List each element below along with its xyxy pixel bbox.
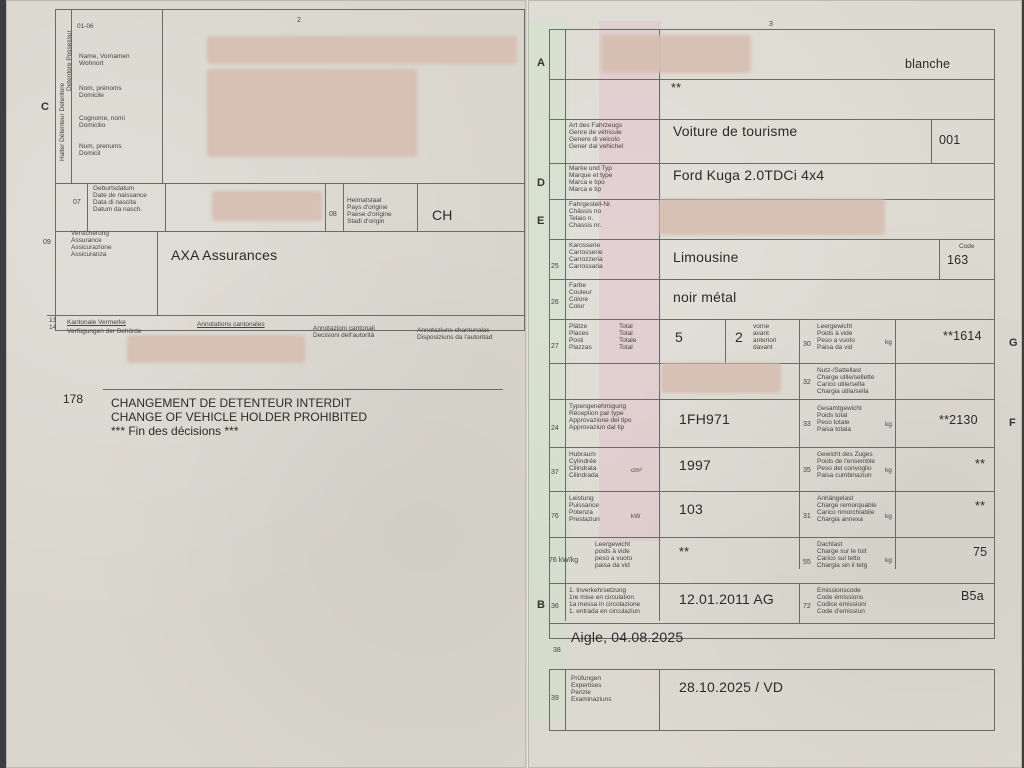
cantonal-label-fr: Annotations cantonales [197,321,265,328]
seats-front: 2 [735,329,743,345]
make-value: Ford Kuga 2.0TDCi 4x4 [673,167,825,183]
kind-code: 001 [939,133,961,147]
trailer-label: Anhängelast Charge remorquable Carico rimorchiabile Chargia annexa [817,495,877,523]
empty-weight-value: **1614 [943,329,982,343]
inspection-value: 28.10.2025 / VD [679,679,784,695]
first-reg-number: 36 [551,603,559,610]
approval-label: Typengenehmigung Réception par type Approvazione del tipo Approvaziun dal tip [569,403,632,431]
approval-value: 1FH971 [679,411,731,427]
roof-label: Dachlast Charge sur le toit Carico sul tetto Chargia sin il tetg [817,541,868,569]
color-number: 26 [551,299,559,306]
birth-number: 07 [73,199,81,206]
usage-value: ** [671,81,682,95]
first-reg-value: 12.01.2011 AG [679,591,774,607]
inspection-label: Prüfungen Expertises Perizie Examinaziuns [571,675,612,703]
total-weight-label: Gesamtgewicht Poids total Peso totale Paisa totala [817,405,862,433]
approval-number: 24 [551,425,559,432]
body-code-label: Code [959,243,975,250]
right-page: 3 A blanche ** Art des Fahrzeugs Genre de véhicule Genere di veicolo Gener dal vehichel Voiture de tourisme 001 D Marke und Typ Marque et type Marca e tipo Marca e tip Ford Kuga 2.0TDCi 4x4 E Fahrgestell-Nr. Châssis no Telaio n. Chassis nr. 25 Karosserie Carrosserie Carrozzeria Carrossaria Limousine Code 163 26 Farbe Couleur Colore Colur noir métal 27 Plätze Places Posti Plazzas Total Total Totale Total 5 2 vorne avant anteriori davant 30 Leergewicht Poids à vide Peso a vuoto Paisa da vid kg **1614 G 32 Nutz-/Sattellast Charge utile/sellette Carico utile/sella Chargia utila/sella 24 Typengenehmigung Réception par type Approvazione del tipo Approvaziun dal tip 1FH971 33 Gesamtgewicht Poids total Peso totale Paisa totala kg **2130 F 37 Hubraum Cylindrée Cilindrata Cilindrada cm³ 1997 35 Gewicht des Zuges Poids de l'ensemble Peso del convoglio Paisa cumbinaziun kg ** 76 Leistung Puissance Potenza Prestaziun kW 103 31 Anhängelast Charge remorquable Carico rimorchiabile Chargia annexa kg ** 76 kW/kg Leergewicht poids à vide peso a vuoto paisa da vid ** 55 Dachlast Charge sur le toit Carico sul tetto Chargia sin il tetg kg 75 B 36 1. Inverkehrsetzung 1re mise en circulation 1a messa in circolazione 1. entrada en circulaziun 12.01.2011 AG 72 Emissionscode Code émissions Codice emissioni Code d'emissiun B5a 38 Aigle, 04.08.2025 39 Prüfungen Expertises Perizie Examinaziuns 28.10.2025 / VD [528,0,1022,768]
body-value: Limousine [673,249,739,265]
cantonal-label-de-2: Verfügungen der Behörde [67,328,142,335]
trailer-value: ** [975,499,986,513]
cantonal-label-de: Kantonale Vermerke [67,319,126,326]
place-date-number: 38 [553,647,561,654]
redacted-birthdate [212,191,322,221]
seats-number: 27 [551,343,559,350]
letter-g: G [1009,337,1018,349]
place-date-value: Aigle, 04.08.2025 [571,629,684,645]
letter-f: F [1009,417,1016,429]
cylinder-number: 37 [551,469,559,476]
train-number: 35 [803,467,811,474]
color-label: Farbe Couleur Colore Colur [569,282,592,310]
vehicle-registration-document [6,0,1022,768]
holder-vertical-label-2: Detentore Possessur [66,30,73,91]
total-weight-value: **2130 [939,413,978,427]
emission-number: 72 [803,603,811,610]
seats-front-label: vorne avant anteriori davant [753,323,777,351]
decision-line-3: *** Fin des décisions *** [111,424,239,438]
train-unit: kg [885,467,892,474]
page-number-right: 3 [769,21,773,28]
first-reg-label: 1. Inverkehrsetzung 1re mise en circulation 1a messa in circolazione 1. entrada en circulaziun [569,587,641,615]
redacted-cantonal [127,335,305,363]
trailer-number: 31 [803,513,811,520]
redacted-chassis [659,199,885,235]
holder-vertical-label: Halter Détenteur Detentore [59,82,66,161]
kwkg-label: Leergewicht poids à vide peso a vuoto paisa da vid [595,541,633,569]
birth-label: Geburtsdatum Date de naissance Data di nascita Datum da nasch. [93,185,147,213]
empty-weight-number: 30 [803,341,811,348]
cantonal-label-it: Annotazioni cantonali Decisioni dell'autorità [313,325,375,339]
origin-value: CH [432,207,453,223]
left-page [6,0,528,768]
inspection-number: 39 [551,695,559,702]
empty-weight-unit: kg [885,339,892,346]
body-code: 163 [947,253,969,267]
decision-code: 178 [63,392,84,406]
chassis-letter: E [537,215,545,227]
form-code: 01-06 [77,23,94,30]
decision-line-2: CHANGE OF VEHICLE HOLDER PROHIBITED [111,410,368,424]
cantonal-label-rm: Annotaziuns chantunalas Disposiziuns da l'autoritad [417,327,493,341]
redacted-name [207,36,517,64]
color-value: noir métal [673,289,737,305]
origin-number: 08 [329,211,337,218]
empty-weight-label: Leergewicht Poids à vide Peso a vuoto Paisa da vid [817,323,855,351]
page-number-left: 2 [297,17,301,24]
power-value: 103 [679,501,703,517]
cylinder-label: Hubraum Cylindrée Cilindrata Cilindrada [569,451,599,479]
cantonal-numbers: 13 14 [49,317,57,331]
kwkg-value: ** [679,545,690,559]
payload-number: 32 [803,379,811,386]
roof-number: 55 [803,559,811,566]
power-unit: kW [631,513,641,520]
power-number: 76 [551,513,559,520]
kwkg-number: 76 kW/kg [549,557,579,564]
seats-sub-label: Total Total Totale Total [619,323,637,351]
cognome-label: Cognome, nomi Domicilio [79,115,125,129]
insurance-label: Versicherung Assurance Assicurazione Assicuranza [71,230,112,258]
insurance-value: AXA Assurances [171,247,278,263]
first-reg-letter: B [537,599,545,611]
make-label: Marke und Typ Marque et type Marca e tipo Marca e tip [569,165,613,193]
origin-label: Heimatstaat Pays d'origine Paese d'origine Stadi d'origin [347,197,392,225]
total-weight-number: 33 [803,421,811,428]
train-label: Gewicht des Zuges Poids de l'ensemble Peso del convoglio Paisa cumbinaziun [817,451,875,479]
nom-label: Nom, prénoms Domicile [79,85,122,99]
kind-value: Voiture de tourisme [673,123,798,139]
decision-line-1: CHANGEMENT DE DETENTEUR INTERDIT [111,396,352,410]
body-label: Karosserie Carrosserie Carrozzeria Carrossaria [569,242,603,270]
payload-label: Nutz-/Sattellast Charge utile/sellette Carico utile/sella Chargia utila/sella [817,367,875,395]
total-weight-unit: kg [885,421,892,428]
power-label: Leistung Puissance Potenza Prestaziun [569,495,600,523]
trailer-unit: kg [885,513,892,520]
redacted-address [207,69,417,157]
num-label: Num, prenums Domicil [79,143,122,157]
make-letter: D [537,177,545,189]
insurance-number: 09 [43,239,51,246]
cylinder-unit: cm³ [631,467,642,474]
redacted-plate [601,35,751,73]
cylinder-value: 1997 [679,457,711,473]
emission-label: Emissionscode Code émissions Codice emissioni Code d'emissiun [817,587,867,615]
body-number: 25 [551,263,559,270]
chassis-label: Fahrgestell-Nr. Châssis no Telaio n. Chassis nr. [569,201,612,229]
seats-total: 5 [675,329,683,345]
roof-unit: kg [885,557,892,564]
colour-value: blanche [905,57,951,71]
roof-value: 75 [973,545,988,559]
seats-label: Plätze Places Posti Plazzas [569,323,592,351]
redacted-serial [661,363,781,393]
name-label: Name, Vornamen Wohnort [79,53,130,67]
emission-value: B5a [961,589,984,603]
kind-label: Art des Fahrzeugs Genre de véhicule Genere di veicolo Gener dal vehichel [569,122,624,150]
section-letter-c: C [41,101,49,113]
train-value: ** [975,457,986,471]
